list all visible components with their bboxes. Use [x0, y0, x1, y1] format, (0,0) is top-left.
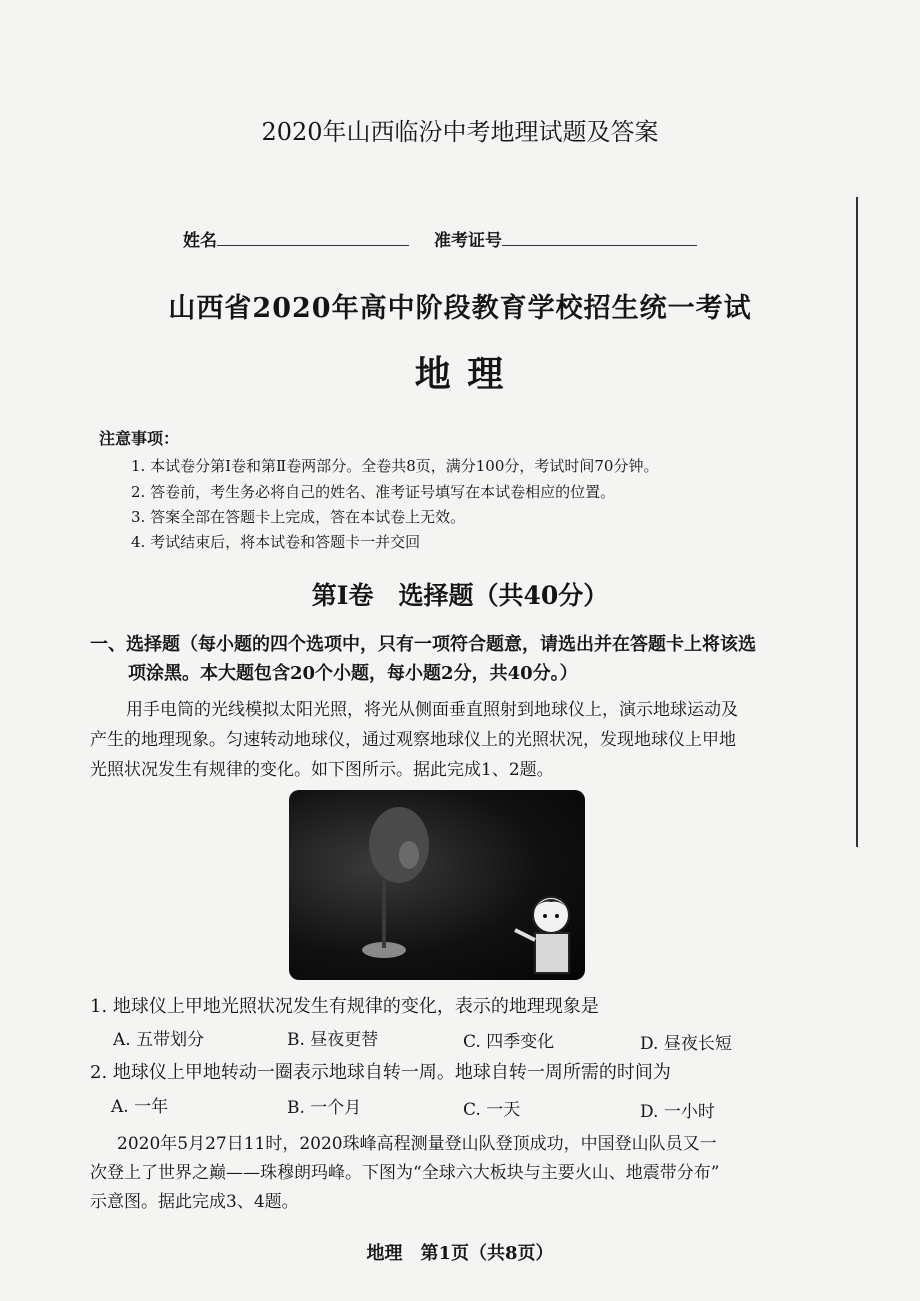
page-footer: 地理 第1页（共8页） — [366, 1243, 554, 1264]
question-2-option: A. 一年 — [111, 1097, 169, 1117]
id-field — [434, 226, 697, 251]
question-1-option: B. 昼夜更替 — [287, 1030, 379, 1050]
globe-pole — [382, 880, 386, 948]
question-2-option: D. 一小时 — [640, 1102, 715, 1122]
intro2-line: 示意图。据此完成3、4题。 — [90, 1192, 299, 1212]
scan-edge-line — [856, 197, 858, 847]
name-blank — [217, 231, 409, 246]
question-1-stem: 1. 地球仪上甲地光照状况发生有规律的变化，表示的地理现象是 — [90, 996, 599, 1017]
document-title: 2020年山西临汾中考地理试题及答案 — [261, 118, 659, 146]
id-blank — [502, 231, 697, 246]
intro2-line: 次登上了世界之巅——珠穆朗玛峰。下图为“全球六大板块与主要火山、地震带分布” — [90, 1163, 720, 1183]
question-1-option: A. 五带划分 — [113, 1030, 205, 1050]
globe-highlight — [399, 841, 419, 869]
globe-demo-photo — [289, 790, 585, 980]
notice-item: 1. 本试卷分第Ⅰ卷和第Ⅱ卷两部分。全卷共8页，满分100分，考试时间70分钟。 — [131, 457, 659, 475]
notice-heading: 注意事项： — [99, 429, 180, 448]
intro1-line: 用手电筒的光线模拟太阳光照，将光从侧面垂直照射到地球仪上，演示地球运动及 — [126, 700, 738, 720]
cartoon-boy-icon — [515, 897, 569, 973]
subject-title: 地 理 — [414, 353, 506, 395]
question-2-option: C. 一天 — [463, 1100, 521, 1120]
question-1-option: C. 四季变化 — [463, 1032, 555, 1052]
section-heading-line2: 项涂黑。本大题包含20个小题，每小题2分，共40分。） — [128, 663, 578, 684]
globe-icon — [369, 807, 429, 883]
intro1-line: 产生的地理现象。匀速转动地球仪，通过观察地球仪上的光照状况，发现地球仪上甲地 — [90, 730, 736, 750]
notice-item: 4. 考试结束后，将本试卷和答题卡一并交回 — [131, 533, 421, 551]
section-heading-line1: 一、选择题（每小题的四个选项中，只有一项符合题意，请选出并在答题卡上将该选 — [90, 634, 756, 655]
question-1-option: D. 昼夜长短 — [640, 1034, 732, 1054]
question-2-stem: 2. 地球仪上甲地转动一圈表示地球自转一周。地球自转一周所需的时间为 — [90, 1062, 671, 1083]
notice-item: 3. 答案全部在答题卡上完成，答在本试卷上无效。 — [131, 508, 466, 526]
question-2-option: B. 一个月 — [287, 1098, 362, 1118]
photo-illustration — [289, 790, 585, 980]
name-field — [183, 226, 409, 251]
name-label: 姓名 — [183, 231, 217, 251]
intro1-line: 光照状况发生有规律的变化。如下图所示。据此完成1、2题。 — [90, 760, 554, 780]
exam-title: 山西省2020年高中阶段教育学校招生统一考试 — [168, 293, 752, 324]
section-title: 第Ⅰ卷 选择题（共40分） — [311, 581, 609, 610]
notice-item: 2. 答卷前，考生务必将自己的姓名、准考证号填写在本试卷相应的位置。 — [131, 483, 616, 501]
intro2-line: 2020年5月27日11时，2020珠峰高程测量登山队登顶成功，中国登山队员又一 — [117, 1134, 717, 1154]
id-label: 准考证号 — [434, 231, 502, 251]
